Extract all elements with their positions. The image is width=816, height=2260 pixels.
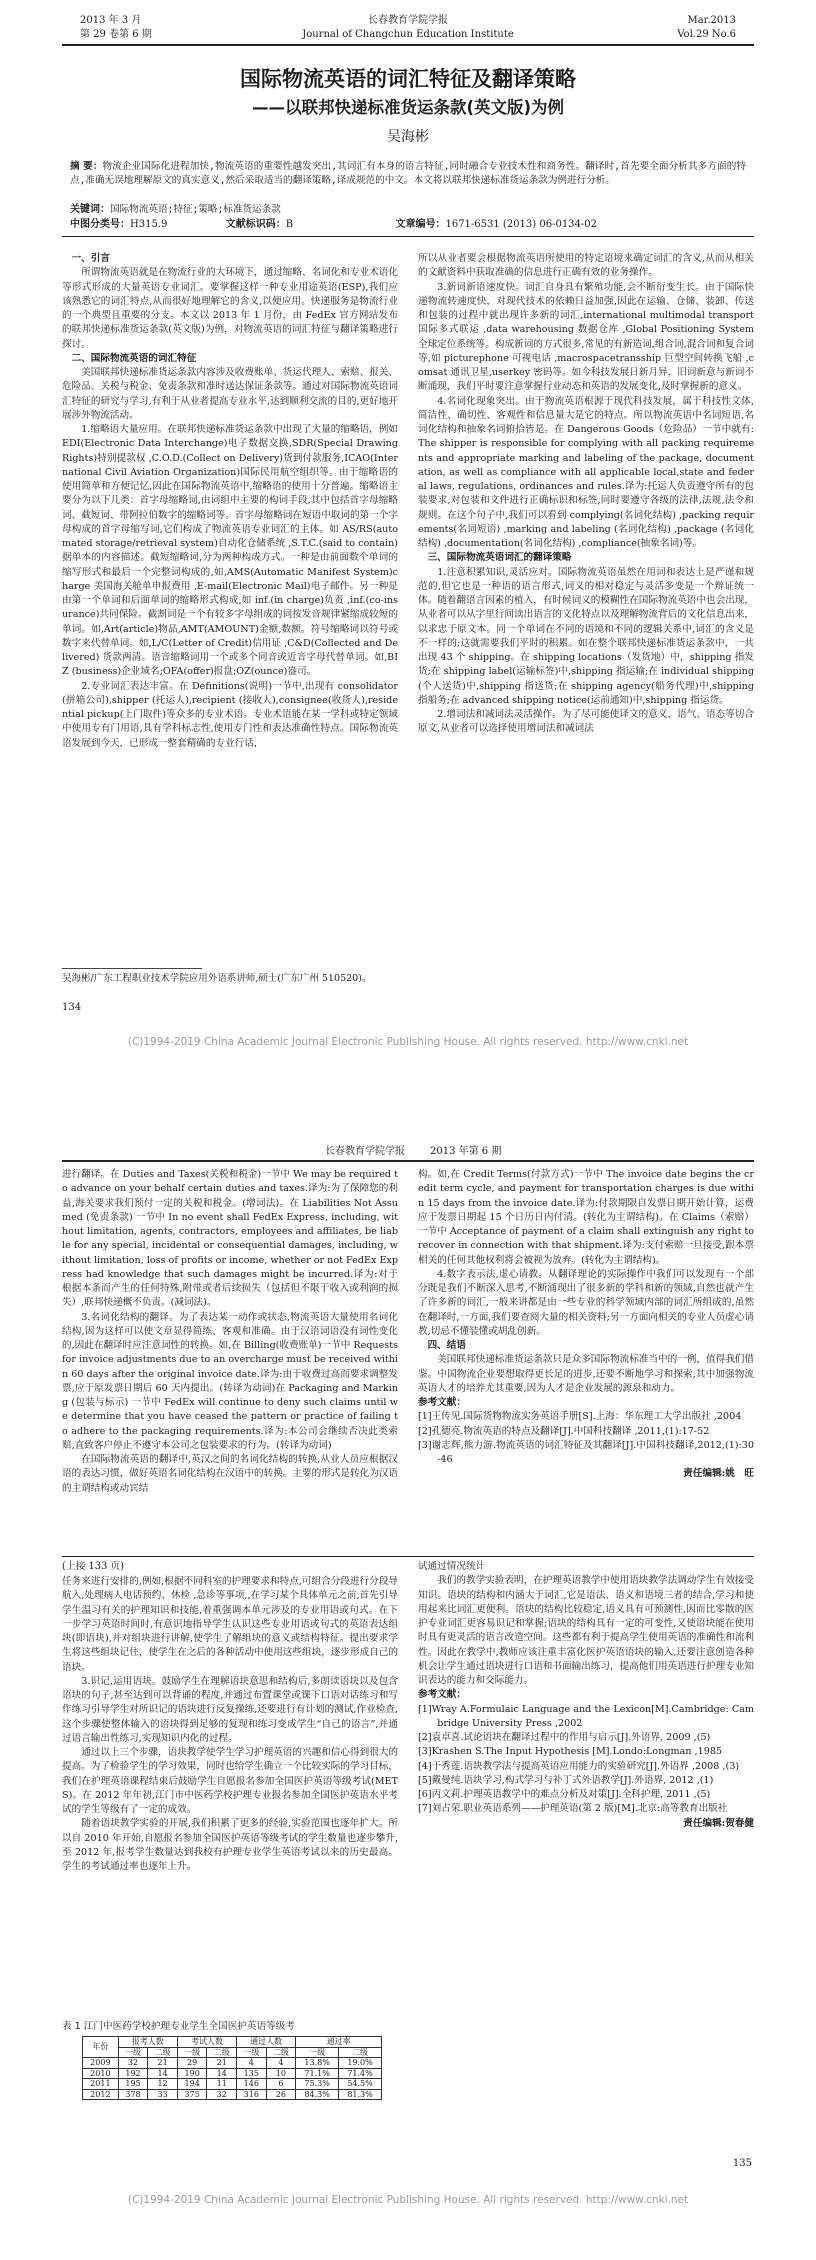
- table-row: [83, 2058, 382, 2069]
- reference-item: [2]孔德亮.物流英语的特点及翻译[J].中国科技翻译 ,2011,(1):17-52: [418, 1425, 710, 1437]
- header-volume-right: Vol.29 No.6: [677, 29, 736, 40]
- table-cell: 12: [148, 2079, 178, 2090]
- table-cell: 316: [237, 2089, 267, 2100]
- table-subheader-cell: 二级: [266, 2047, 296, 2058]
- table-cell: 71.1%: [296, 2068, 339, 2079]
- table-subheader-cell: 一级: [118, 2047, 148, 2058]
- reference-item: [3]Krashen S.The Input Hypothesis [M].Londo:Longman ,1985: [418, 1746, 723, 1758]
- table-cell: 32: [118, 2058, 148, 2069]
- keywords-text: 国际物流英语;特征;策略;标准货运条款: [110, 204, 281, 215]
- paragraph: 1.缩略语大量应用。在联邦快递标准货运条款中出现了大量的缩略语，例如 EDI(Electronic Data Interchange)电子数据交换,SDR(Special Drawing Rights)特别提款权 ,C.O.D.(Collect on Delivery)货到付款服务,ICAO(International Civil Aviation Organization)国际民用航空组织等。由于缩略语的使用简单和方便记忆,因此在国际物流英语中,缩略语的使用十分普遍。缩略语主要分为以下几类：首字母缩略词,由词组中主要的构词手段,其中包括首字母缩略词、截短词、带阿拉伯数字的缩略词等。首字母缩略词在短语中取词的第一个字母构成的首字母缩写词,它们构成了物流英语专业词汇的主体。如 AS/RS(automated storage/retrieval system)自动化仓储系统 ,S.T.C.(said to contain)据单本的内容描述。截短缩略词,分为两种构成方式。一种是由前面数个单词的缩写形式和最后一个完整词构成的,如,AMS(Automatic Manifest System)charge 美国海关舱单申报费用 ,E-mail(Electronic Mail)电子邮件。另一种是由第一个单词和后面单词的缩略形式构成,如 inf.(in charge)负责 ,inf.(co-insurance)共同保险。截割词是一个有较多字母组成的词按发音规律紧缩成较短的单词。如,Art(article)物品,AMT(AMOUNT)金额,数额。符号缩略词以符号或数字来代替单词。如,L/C(Letter of Credit)信用证 ,C&D(Collected and Delivered) 货款两清。语音缩略词用一个或多个同音或近音字母代替单词。如,BIZ (business)企业域名;OFA(offer)报盘;OZ(ounce)盎司。: [62, 424, 398, 678]
- paragraph-continued: 所以从业者要会根据物流英语所使用的特定语境来确定词汇的含义,从而从相关的文献资料中获取准确的信息进行正确有效的业务操作。: [418, 253, 754, 279]
- table-cell: 6: [266, 2079, 296, 2090]
- paragraph-continued: 进行翻译。在 Duties and Taxes(关税和税金)一节中 We may be required to advance on your behalf certain duties and taxes.译为:为了保障您的利益,海关要求我们预付一定的关税和税金。(增词法)。在 Liabilities Not Assumed (免责条款) 一节中 In no event shall FedEx Express, including, without limitation, agents, contractors, employees and affiliates, be liable for any special, incidental or consequential damages, including, without limitation, loss of profits or income, whether or not FedEx Express had knowledge that such damages might be incurred.译为:对于根据本条而产生的任何特殊,附带或者后续损失（包括但不限于收入或利润的损失）,联邦快递概不负责。(减词法)。: [62, 1169, 398, 1309]
- classification-line: [70, 218, 746, 232]
- table-cell: 192: [118, 2068, 148, 2079]
- paragraph: 我们的教学实验表明，在护理英语教学中使用语块教学法调动学生有效接受知识。语块的结构和内涵大于词汇,它是语法、语义和语境三者的结合,学习和使用起来比词汇更便利。语块的结构比较稳定,语义具有可预测性,因而比零散的医护专业词汇更容易识记和掌握;语块的结构具有一定的可变性,又使语块能在使用时具有更灵活的语言改造空间。这些都有利于提高学生使用英语的准确性和流利性。因此在教学中,教师应该注重丰富化医护英语语块的输入,还要注意创造各种机会让学生通过语块进行口语和书面输出练习，提高他们用英语进行护理专业知识表达的能力和交际能力。: [418, 1575, 754, 1686]
- header-journal-en: Journal of Changchun Education Institute: [302, 29, 514, 40]
- section-divider: [62, 1556, 754, 1557]
- table-cell: 33: [148, 2089, 178, 2100]
- stats-table: [82, 2036, 382, 2100]
- abstract: [70, 160, 746, 188]
- paragraph: 4.数字表示法,虚心请教。从翻译理论的实际操作中我们可以发现有一个部分既是我们不断深入思考,不断涌现出了很多新的学科和新的领域,自然也就产生了许多新的词汇,一般来讲都是由一些专业的科学领域内部的词汇所组成的,虽然在翻译时,一方面,我们要查阅大量的相关资料;另一方面向相关的专业人员虚心请教,切忌不懂装懂或胡乱创新。: [418, 1268, 754, 1337]
- reference-item: [2]袁卓喜.试论语块在翻译过程中的作用与启示[J].外语界, 2009 ,(5): [418, 1732, 711, 1743]
- paragraph: 2.增词法和减词法灵活操作。为了尽可能使译文的意义、语气、语态等切合原文,从业者可以选择使用增词法和减词法: [418, 709, 754, 735]
- clc-value: H315.9: [130, 219, 168, 230]
- table-cell: 84.3%: [296, 2089, 339, 2100]
- table-cell: 10: [266, 2068, 296, 2079]
- table-cell: 135: [237, 2068, 267, 2079]
- table-header-cell: 年份: [83, 2037, 119, 2058]
- abstract-rule: [62, 236, 754, 237]
- footnote-rule: [62, 968, 202, 969]
- keywords-label: 关键词：: [70, 204, 110, 215]
- clc-label: 中图分类号：: [70, 219, 130, 230]
- table-cell: 4: [237, 2058, 267, 2069]
- paragraph-continued: 试通过情况统计: [418, 1561, 486, 1572]
- table-cell: 19.0%: [339, 2058, 382, 2069]
- table-subheader-cell: 二级: [207, 2047, 237, 2058]
- watermark-page2: (C)1994-2019 China Academic Journal Electronic Publishing House. All rights reserved. http://www.cnki.net: [127, 2194, 689, 2206]
- reference-item: [1]王传见.国际货物物流实务英语手册[S].上海：华东理工大学出版社 ,2004: [418, 1411, 742, 1423]
- header-date-left: 2013 年 3 月: [80, 15, 142, 26]
- reference-item: [1]Wray A.Formulaic Language and the Lexicon[M].Cambridge: Cambridge University Press ,2002: [418, 1703, 754, 1729]
- header-date-right: Mar.2013: [687, 15, 736, 26]
- header2-rule: [62, 1160, 754, 1162]
- table-header-cell: 通过人数: [237, 2037, 296, 2048]
- table-cell: 21: [207, 2058, 237, 2069]
- section-heading: 三、国际物流英语词汇的翻译策略: [427, 552, 572, 564]
- table-cell: 146: [237, 2079, 267, 2090]
- table-cell: 21: [148, 2058, 178, 2069]
- keywords: [70, 203, 746, 217]
- table-cell: 2010: [83, 2068, 119, 2079]
- table-caption: 表 1 江门中医药学校护理专业学生全国医护英语等级考: [62, 2021, 295, 2032]
- article-no-label: 文章编号：: [395, 219, 446, 230]
- table-header-cell: 通过率: [296, 2037, 382, 2048]
- paragraph-continued: 构。如,在 Credit Terms(付款方式)一节中 The invoice date begins the credit term cycle, and payment for transportation charges is due within 15 days from the invoice date.译为:付款期限自发票日期开始计算，运费应于发票日期起 15 个日历日内付清。(转化为主谓结构)。在 Claims（索赔）一节中 Acceptance of payment of a claim shall extinguish any right to recover in connection with that shipment.译为:支付索赔一旦接受,跟本票相关的任何其他权利将会被视为放弃。(转化为主谓结构)。: [418, 1169, 754, 1266]
- header-journal-cn: 长春教育学院学报: [368, 15, 448, 26]
- table-subheader-cell: 一级: [177, 2047, 207, 2058]
- table-cell: 2011: [83, 2079, 119, 2090]
- references-heading: 参考文献：: [418, 1689, 466, 1701]
- section-heading: 四、结语: [427, 1340, 466, 1351]
- section-heading: 一、引言: [71, 253, 110, 264]
- page2-left-column: [62, 1168, 398, 1552]
- reference-item: [5]戴曼纯.语块学习,构式学习与补丁式外语教学[J].外语界, 2012 ,(1): [418, 1774, 714, 1786]
- table-cell: 2009: [83, 2058, 119, 2069]
- abstract-text: 物流企业国际化进程加快,物流英语的重要性越发突出,其词汇有本身的语言特征,同时融合专业技术性和商务性。翻译时,首先要全面分析其多方面的特点,准确无误地理解原文的真实意义,然后采取适当的翻译策略,译成规范的中文。本文将以联邦快递标准货运条款为例进行分析。: [70, 161, 747, 186]
- header-volume-left: 第 29 卷第 6 期: [80, 29, 152, 40]
- table-cell: 26: [266, 2089, 296, 2100]
- page1-left-column: [62, 252, 398, 957]
- table-cell: 14: [207, 2068, 237, 2079]
- paragraph: 1.注意积累知识,灵活应对。国际物流英语虽然在用词和表达上是严谨和规范的,但它也是一种语的语言形式,词义的相对稳定与灵活多变是一个辩证统一体。随着翻语言因素的植入，有时候词义的模糊性在国际物流英语中也会出现，从业者可以从字里行间读出语言的文化特点以及理解物流背后的文化信息出来，以求忠于原文本。同一个单词在不同的语境和不同的逻辑关系中,词汇的含义是不一样的;这就需要我们平时的积累。如在整个联邦快递标准货运条款中，一共出现 43 个 shipping。在 shipping locations（发货地）中，shipping 指发货;在 shipping label(运输标签)中,shipping 指运输;在 individual shipping(个人送货)中,shipping 指送货;在 shipping agency(船务代理)中,shipping 指船务;在 advanced shipping notice(运前通知)中,shipping 指运货。: [418, 566, 754, 706]
- table-cell: 2012: [83, 2089, 119, 2100]
- paragraph: 3.识记,运用语块。鼓励学生在理解语块意思和结构后,多朗读语块以及包含语块的句子,甚至达到可以背诵的程度,并通过布置课堂或课下口语对话练习和写作练习引导学生对所识记的语块进行反复操练,还要进行有计划的测试,作业检查,这个步骤使整体输入的语块得到足够的复现和练习变成学生“自己的语言”,并通过语言输出性练习,实现知识内化的过程。: [62, 1675, 398, 1744]
- paragraph: 在国际物流英语的翻译中,英汉之间的名词化结构的转换,从业人员应根据汉语的表达习惯，做好英语名词化结构在汉语中的转换。主要的形式是转化为汉语的主谓结构或动宾结: [62, 1454, 398, 1494]
- table-cell: 190: [177, 2068, 207, 2079]
- doc-code-value: B: [285, 219, 294, 230]
- page-number-135: 135: [732, 2158, 752, 2169]
- page2-lower-right-column: [418, 1560, 754, 2065]
- footnote: 吴海彬/广东工程职业技术学院应用外语系讲师,硕士(广东广州 510520)。: [62, 973, 372, 984]
- paragraph: 3.名词化结构的翻译。为了表达某一动作或状态,物流英语大量使用名词化结构,因为这样可以使文章显得简练、客观和准确。由于汉语词语没有词性变化的,因此在翻译时应注意词性的转换。如,在 Billing(收费账单)一节中 Requests for invoice adjustments due to an overcharge must be received within 60 days after the original invoice date.译为:由于收费过高而要求调整发票,应于原发票日期后 60 天内提出。(转译为动词)在 Packaging and Marking (包装与标示) 一节中 FedEx will continue to deny such claims until we determine that you have ceased the pattern or practice of failing to adhere to the packaging requirements.译为:本公司会继续否决此类索赔,直致客户停止不遵守本公司之包装要求的行为。(转译为动词): [62, 1311, 398, 1451]
- table-row: [83, 2089, 382, 2100]
- table-subheader-row: [83, 2047, 382, 2058]
- article-author: 吴海彬: [387, 129, 429, 145]
- table-cell: 378: [118, 2089, 148, 2100]
- table-header-cell: 考试人数: [177, 2037, 236, 2048]
- table-cell: 4: [266, 2058, 296, 2069]
- table-cell: 194: [177, 2079, 207, 2090]
- reference-item: [3]谢志辉,熊力游.物流英语的词汇特征及其翻译[J].中国科技翻译,2012,(1):30-46: [418, 1439, 754, 1465]
- article-no-value: 1671-6531 (2013) 06-0134-02: [445, 219, 598, 230]
- reference-item: [7]刘占荣.职业英语系列——护理英语(第 2 版)[M].北京:高等教育出版社: [418, 1803, 728, 1815]
- watermark-page1: (C)1994-2019 China Academic Journal Electronic Publishing House. All rights reserved. http://www.cnki.net: [127, 1036, 689, 1048]
- table-cell: 375: [177, 2089, 207, 2100]
- editor-note: 责任编辑:贺春健: [683, 1817, 754, 1829]
- article-title: 国际物流英语的词汇特征及翻译策略: [240, 67, 576, 91]
- header-rule: [62, 44, 754, 46]
- continued-label: (上接 133 页): [62, 1561, 124, 1572]
- paragraph: 2.专业词汇表达丰富。在 Definitions(说明)一节中,出现有 consolidator (拼箱公司),shipper (托运人),recipient (接收人),consignee(收货人),residential pickup(上门取件)等众多的专业术语。专业术语能在某一学科或特定领域中使用专有门用语,具有学科标志性,使用专门性和表达准确性特点。国际物流英语发展到今天，已形成一整套精确的专业行话，: [62, 680, 398, 749]
- table-cell: 14: [148, 2068, 178, 2079]
- doc-code-label: 文献标识码：: [225, 219, 286, 230]
- table-cell: 29: [177, 2058, 207, 2069]
- table-subheader-cell: 一级: [237, 2047, 267, 2058]
- table-cell: 195: [118, 2079, 148, 2090]
- reference-item: [6]丙文莉.护理英语教学中的难点分析及对策[J].全科护理, 2011 ,(5): [418, 1789, 711, 1800]
- table-cell: 75.3%: [296, 2079, 339, 2090]
- reference-item: [4]于秀莲.语块教学法与提高英语应用能力的实验研究[J].外语界 ,2008 ,(3): [418, 1760, 740, 1772]
- page-number-134: 134: [62, 1002, 82, 1013]
- page2-lower-left-column: [62, 1575, 398, 2018]
- table-subheader-cell: 一级: [296, 2047, 339, 2058]
- paragraph: 美国联邦快递标准货运条款内容涉及收费账单、货运代理人、索赔、报关、危险品、关税与税金、免责条款和准时送达保证条款等。通过对国际物流英语词汇特征的研究与学习,有利于从业者提高专业水平,达到顺利交流的目的,更好地开展涉外物流活动。: [62, 367, 398, 421]
- header2-issue: 2013 年第 6 期: [430, 1146, 502, 1157]
- page2-right-column: [418, 1168, 754, 1552]
- table-row: [83, 2079, 382, 2090]
- paragraph-continued: 任务来进行安排的,例如,根据不同科室的护理要求和特点,可组合分段进行分段导航入,处理病人电话预约、休检 ,急诊等事项,,在学习某个具体单元之前,首先引导学生温习有关的护理知识和技能,着重强调本单元涉及的专业用语或句式。在下一步学习英语时间时,有意识地指导学生认识这些专业用语或句式的英语表达组块(即语块),并对组块进行讲解,使学生了解组块的意义或结构特征。提出要求学生将这些组块记住，使学生在之后的各种活动中使用这些组块，逐步形成自己的语块。: [62, 1576, 398, 1673]
- paragraph: 美国联邦快递标准货运条款只是众多国际物流标准当中的一例，值得我们借鉴。中国物流企业要想取得更长足的进步,还要不断地学习和探索,其中加强物流英语人才的培养尤其重要,因为人才是企业发展的源泉和动力。: [418, 1354, 754, 1394]
- table-header-cell: 报考人数: [118, 2037, 177, 2048]
- section-heading: 二、国际物流英语的词汇特征: [71, 352, 197, 364]
- table-subheader-cell: 二级: [339, 2047, 382, 2058]
- table-header-row: [83, 2037, 382, 2048]
- table-row: [83, 2068, 382, 2079]
- table-subheader-cell: 二级: [148, 2047, 178, 2058]
- table-cell: 81.3%: [339, 2089, 382, 2100]
- table-cell: 11: [207, 2079, 237, 2090]
- table-cell: 13.8%: [296, 2058, 339, 2069]
- paragraph: 随着语块教学实验的开展,我们积累了更多的经验,实验范围也逐年扩大。所以自 2010 年开始,自愿报名参加全国医护英语等级考试的学生数量也逐步攀升,至 2012 年,报考学生数量达到我校有护理专业学生英语考试以来的历史最高。学生的考试通过率也逐年上升。: [62, 1818, 398, 1872]
- table-cell: 32: [207, 2089, 237, 2100]
- references-heading: 参考文献：: [418, 1397, 466, 1408]
- table-cell: 71.4%: [339, 2068, 382, 2079]
- page1-right-column: [418, 252, 754, 957]
- table-cell: 54.5%: [339, 2079, 382, 2090]
- article-subtitle: ——以联邦快递标准货运条款(英文版)为例: [251, 98, 565, 117]
- paragraph: 4.名词化现象突出。由于物流英语根源于现代科技发展，属于科技性文体,简洁性、确切性、客观性和信息量大是它的特点。所以物流英语中名词短语,名词化结构和抽象名词俯拾皆是。在 Dangerous Goods（危险品）一节中就有:The shipper is responsible for complying with all packing requirements and appropriate marking and labeling of the package, documentation, as well as compliance with all applicable local,state and federal laws, regulations, ordinances and rules.译为:托运人负责遵守所有的包装要求,对包装和文件进行正确标识和标签,同时要遵守各级的法律,法规,法令和规则。在这个句子中,我们可以看到 complying(名词化结构) ,packing requirements(名词短语) ,marking and labeling (名词化结构) ,package (名词化结构) ,documentation(名词化结构) ,compliance(抽象名词)等。: [418, 395, 754, 549]
- paragraph: 通过以上三个步骤，语块教学使学生学习护理英语的兴趣和信心得到很大的提高。为了检验学生的学习效果，同时也给学生确立一个比较实际的学习目标，我们在护理英语课程结束后鼓励学生自愿报名参加全国医护英语等级考试(METS)。在 2012 年年初,江门市中医药学校护理专业报名参加全国医护英语水平考试的学生等级有了一定的成效。: [62, 1747, 398, 1815]
- editor-note: 责任编辑:姚 旺: [683, 1468, 754, 1480]
- abstract-label: 摘 要：: [70, 161, 103, 172]
- paragraph: 所谓物流英语就是在物流行业的大环境下，通过缩略、名词化和专业术语化等形式形成的大量英语专业词汇。要掌握这样一种专业用途英语(ESP),我们应该熟悉它的词汇特点,从而很好地理解它的含义,以便应用。快递服务是物流行业的一个典型且重要的分支。本文以 2013 年 1 月份，由 FedEx 官方网站发布的联邦快递标准货运条款(英文版)为例，对物流英语的词汇特征与翻译策略进行探讨。: [62, 267, 398, 350]
- paragraph: 3.新词新语速度快。词汇自身具有繁殖功能,会不断衍变生长。由于国际快递物流转速度快，对现代技术的依赖日益加强,因此在运输、仓储、装卸、传送和包装的过程中就出现许多新的词汇,international multimodal transport 国际多式联运 ,data warehousing 数据仓库 ,Global Positioning System 全球定位系统等。构成新词的方式很多,常见的有新造词,组合词,混合词和复合词等,如 picturephone 可视电话 ,macrospacetransship 巨型空间转换飞船 ,comsat 通讯卫星,userkey 密码等。如今科技发展日新月异，旧词新意与新词不断涌现，我们平时要注意掌握行业动态和英语的发展变化,及时掌握新的意义。: [418, 281, 754, 393]
- header2-journal-cn: 长春教育学院学报: [325, 1146, 405, 1157]
